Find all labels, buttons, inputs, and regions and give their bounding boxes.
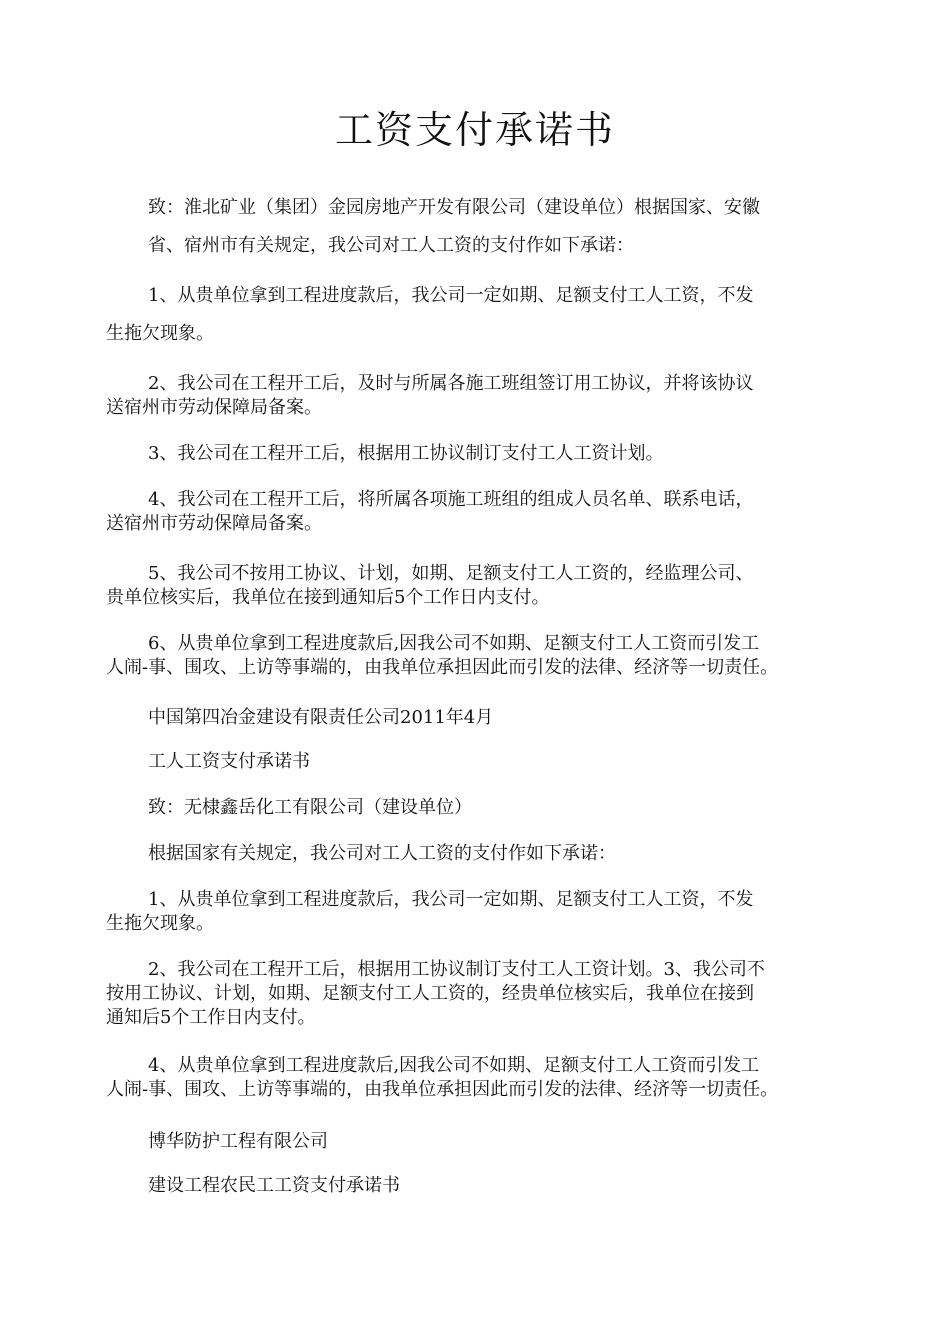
commitment-item-2-4 bbox=[106, 1054, 866, 1102]
paragraph-line: 5、我公司不按用工协议、计划，如期、足额支付工人工资的，经监理公司、 bbox=[148, 563, 754, 584]
paragraph-line: 按用工协议、计划，如期、足额支付工人工资的，经贵单位核实后，我单位在接到 bbox=[106, 983, 754, 1004]
paragraph-line: 致：淮北矿业（集团）金园房地产开发有限公司（建设单位）根据国家、安徽 bbox=[148, 197, 760, 218]
paragraph-line: 根据国家有关规定，我公司对工人工资的支付作如下承诺： bbox=[148, 843, 616, 864]
paragraph-line: 6、从贵单位拿到工程进度款后,因我公司不如期、足额支付工人工资而引发工 bbox=[148, 633, 760, 654]
paragraph-line: 省、宿州市有关规定，我公司对工人工资的支付作如下承诺： bbox=[148, 235, 634, 256]
paragraph-line: 博华防护工程有限公司 bbox=[148, 1131, 328, 1152]
paragraph-line: 人闹-事、围攻、上访等事端的，由我单位承担因此而引发的法律、经济等一切责任。 bbox=[106, 657, 779, 678]
paragraph-line: 1、从贵单位拿到工程进度款后，我公司一定如期、足额支付工人工资，不发 bbox=[148, 285, 754, 306]
paragraph-line: 人闹-事、围攻、上访等事端的，由我单位承担因此而引发的法律、经济等一切责任。 bbox=[106, 1079, 779, 1100]
paragraph-line: 1、从贵单位拿到工程进度款后，我公司一定如期、足额支付工人工资，不发 bbox=[148, 889, 754, 910]
paragraph-line: 贵单位核实后，我单位在接到通知后5个工作日内支付。 bbox=[106, 587, 550, 608]
paragraph-line: 建设工程农民工工资支付承诺书 bbox=[148, 1175, 400, 1196]
commitment-item-4 bbox=[106, 488, 866, 536]
paragraph-line: 2、我公司在工程开工后，及时与所属各施工班组签订用工协议，并将该协议 bbox=[148, 373, 754, 394]
paragraph-line: 送宿州市劳动保障局备案。 bbox=[106, 397, 322, 418]
commitment-item-6 bbox=[106, 632, 866, 680]
paragraph-line: 生拖欠现象。 bbox=[106, 323, 214, 344]
paragraph-line: 工人工资支付承诺书 bbox=[148, 751, 310, 772]
commitment-item-3 bbox=[106, 442, 866, 466]
commitment-item-2-1 bbox=[106, 888, 866, 936]
paragraph-line: 2、我公司在工程开工后，根据用工协议制订支付工人工资计划。3、我公司不 bbox=[148, 959, 765, 980]
intro-paragraph-2 bbox=[106, 842, 866, 866]
paragraph-line: 生拖欠现象。 bbox=[106, 913, 214, 934]
addressee-paragraph bbox=[106, 196, 866, 258]
paragraph-line: 中国第四冶金建设有限责任公司2011年4月 bbox=[148, 707, 494, 728]
company-signature-2 bbox=[106, 1130, 866, 1154]
addressee-paragraph-2 bbox=[106, 796, 866, 820]
section-heading-2 bbox=[106, 750, 866, 774]
commitment-item-5 bbox=[106, 562, 866, 610]
paragraph-line: 4、从贵单位拿到工程进度款后,因我公司不如期、足额支付工人工资而引发工 bbox=[148, 1055, 760, 1076]
commitment-item-1 bbox=[106, 284, 866, 346]
paragraph-line: 4、我公司在工程开工后，将所属各项施工班组的组成人员名单、联系电话， bbox=[148, 489, 754, 510]
paragraph-line: 送宿州市劳动保障局备案。 bbox=[106, 513, 322, 534]
commitment-item-2 bbox=[106, 372, 866, 420]
page-title: 工资支付承诺书 bbox=[334, 108, 615, 152]
paragraph-line: 3、我公司在工程开工后，根据用工协议制订支付工人工资计划。 bbox=[148, 443, 664, 464]
commitment-item-2-2 bbox=[106, 958, 866, 1030]
paragraph-line: 通知后5个工作日内支付。 bbox=[106, 1007, 316, 1028]
paragraph-line: 致：无棣鑫岳化工有限公司（建设单位） bbox=[148, 797, 472, 818]
company-signature-1 bbox=[106, 706, 866, 730]
section-heading-3 bbox=[106, 1174, 866, 1198]
